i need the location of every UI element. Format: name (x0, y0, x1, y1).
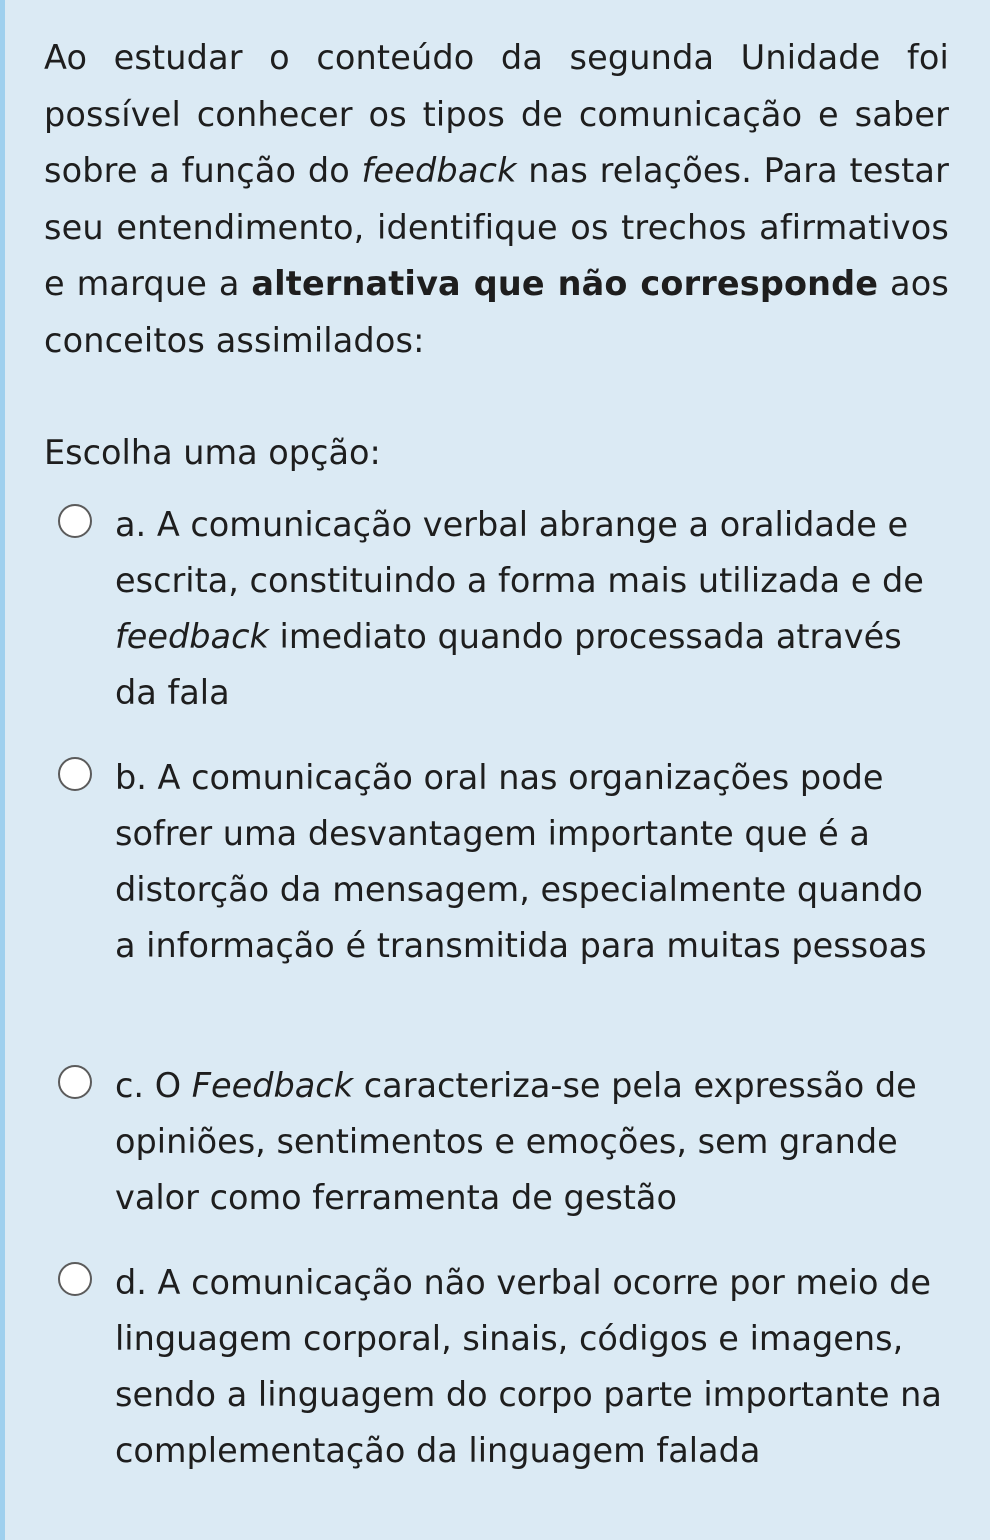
radio-button-icon[interactable] (58, 504, 92, 538)
question-text-part1: Ao estudar o conteúdo da segunda Unidade foi possível conhecer os tipos de comunicação e saber sobre a função do (44, 38, 949, 190)
option-b-label: b. A comunicação oral nas organizações pode sofrer uma desvantagem importante que é a distorção da mensagem, especialmente quando a informação é transmitida para muitas pessoas (115, 758, 927, 965)
option-d-label: d. A comunicação não verbal ocorre por meio de linguagem corporal, sinais, códigos e imagens, sendo a linguagem do corpo parte importante na complementação da linguagem falada (115, 1263, 942, 1470)
question-text-bold: alternativa que não corresponde (251, 264, 879, 303)
radio-button-icon[interactable] (58, 1262, 92, 1296)
radio-button-icon[interactable] (58, 1065, 92, 1099)
option-a-label: a. A comunicação verbal abrange a oralidade e escrita, constituindo a forma mais utilizada e de feedback imediato quando processada através da fala (115, 505, 924, 712)
radio-button-icon[interactable] (58, 757, 92, 791)
left-accent-rule (0, 0, 5, 1540)
question-text (44, 30, 949, 369)
question-text-italic: feedback (361, 151, 517, 190)
question-text-part2: nas relações. Para testar seu entendimento, identifique os trechos afirmativos e marque a (44, 151, 949, 303)
question-text-part3: aos conceitos assimilados: (44, 264, 949, 360)
choose-option-prompt: Escolha uma opção: (44, 433, 381, 472)
option-c-label: c. O Feedback caracteriza-se pela expressão de opiniões, sentimentos e emoções, sem grande valor como ferramenta de gestão (115, 1066, 917, 1217)
